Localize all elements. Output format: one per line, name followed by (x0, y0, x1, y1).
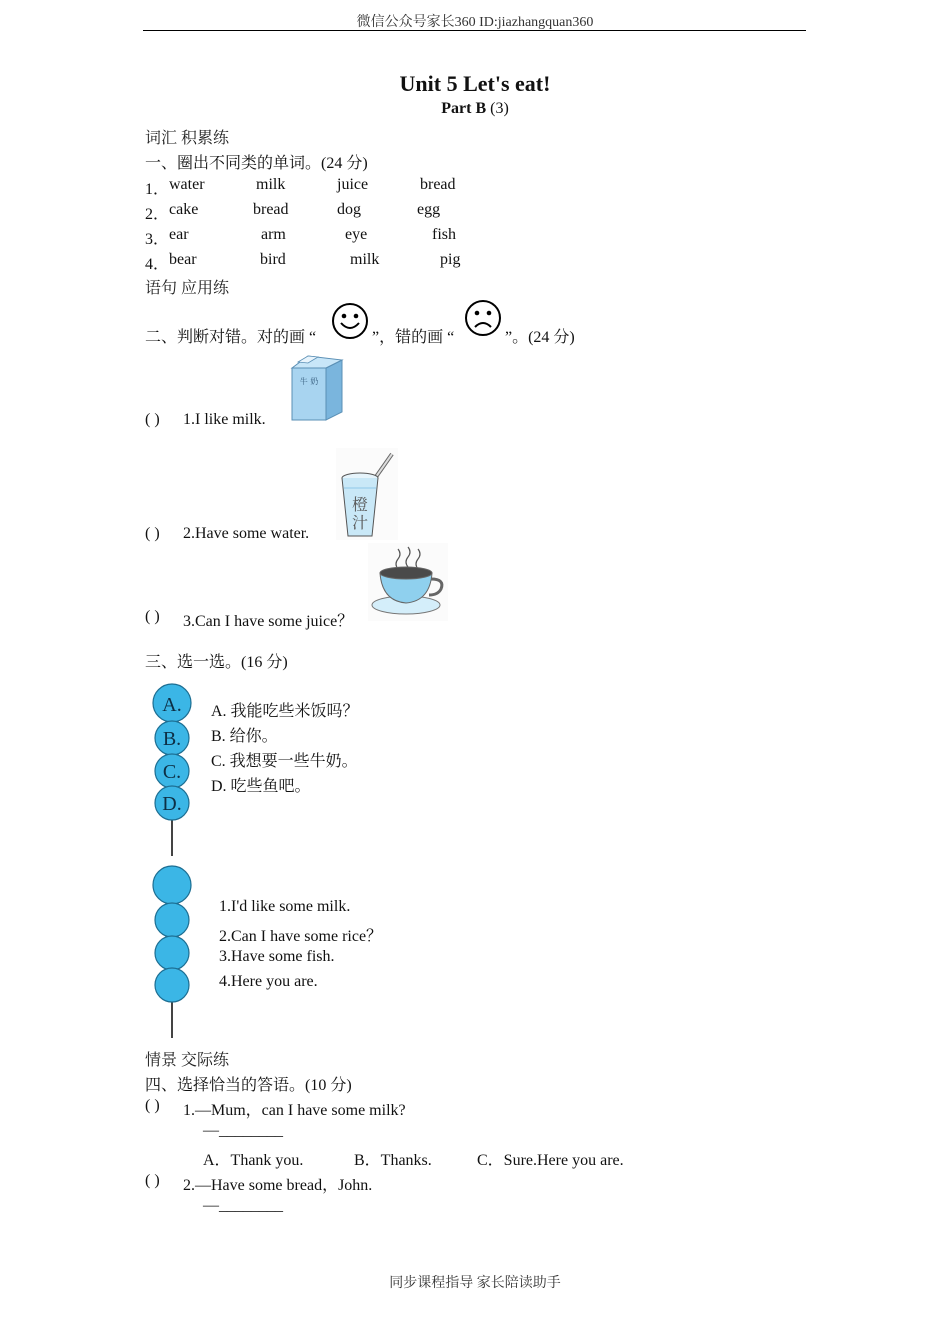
smiley-face-icon (330, 302, 372, 340)
q1-option-c: C．Sure.Here you are. (477, 1152, 624, 1169)
juice-cup-label-1: 橙 (351, 495, 369, 514)
word[interactable]: dog (337, 201, 361, 218)
judge-item-2-text: 2.Have some water. (183, 525, 310, 542)
page-footer: 同步课程指导 家长陪读助手 (389, 1276, 561, 1291)
word[interactable]: juice (337, 176, 369, 193)
bead-letter: B. (162, 728, 182, 750)
bead-skewer-letters-image (148, 680, 196, 858)
section-2-heading-b: ”，错的画 “ (372, 329, 455, 346)
judge-item-1-paren[interactable]: ( ) (145, 411, 160, 428)
option-c: C. 我想要一些牛奶。 (211, 753, 358, 770)
word[interactable]: fish (432, 226, 456, 243)
q1-option-a: A．Thank you. (203, 1152, 304, 1169)
sentence-1: 1.I'd like some milk. (219, 898, 351, 915)
juice-cup-image (336, 448, 398, 540)
juice-cup-label-2: 汁 (351, 513, 369, 532)
bead-skewer-blank-image (148, 862, 196, 1042)
q1-paren[interactable]: ( ) (145, 1097, 160, 1114)
word[interactable]: arm (261, 226, 286, 243)
bead-letter: A. (162, 694, 182, 716)
word[interactable]: bread (253, 201, 289, 218)
judge-item-3-text: 3.Can I have some juice？ (183, 613, 354, 630)
q1-option-b: B．Thanks. (354, 1152, 432, 1169)
word-row-number: 4． (145, 256, 170, 273)
vocab-label: 词汇 积累练 (145, 130, 230, 147)
q1-text: 1.—Mum，can I have some milk? (183, 1102, 406, 1119)
milk-carton-label: 牛 奶 (299, 377, 319, 386)
bead-letter: C. (162, 761, 182, 783)
word[interactable]: ear (169, 226, 189, 243)
bead-letter: D. (162, 793, 182, 815)
word[interactable]: egg (417, 201, 441, 218)
part-subtitle (0, 100, 950, 118)
header-divider (143, 30, 806, 31)
q1-answer-blank[interactable]: —________ (203, 1122, 283, 1139)
section-3-heading: 三、选一选。(16 分) (145, 654, 288, 671)
part-number: (3) (486, 100, 509, 117)
sentence-4: 4.Here you are. (219, 973, 318, 990)
word[interactable]: milk (350, 251, 380, 268)
section-1-heading: 一、圈出不同类的单词。(24 分) (145, 155, 368, 172)
section-2-heading-c: ”。(24 分) (505, 329, 575, 346)
q2-paren[interactable]: ( ) (145, 1172, 160, 1189)
tea-cup-image (368, 543, 448, 621)
q2-text: 2.—Have some bread，John. (183, 1177, 373, 1194)
option-b: B. 给你。 (211, 728, 278, 745)
option-a: A. 我能吃些米饭吗？ (211, 703, 359, 720)
part-label: Part B (441, 100, 487, 117)
sentence-label: 语句 应用练 (145, 280, 230, 297)
word-row-number: 1． (145, 181, 170, 198)
judge-item-3-paren[interactable]: ( ) (145, 608, 160, 625)
word-row-number: 3． (145, 231, 170, 248)
q2-answer-blank[interactable]: —________ (203, 1197, 283, 1214)
section-4-heading: 四、选择恰当的答语。(10 分) (145, 1077, 352, 1094)
sad-face-icon (462, 298, 504, 338)
judge-item-2-paren[interactable]: ( ) (145, 525, 160, 542)
section-2-heading-a: 二、判断对错。对的画 “ (145, 329, 317, 346)
situation-label: 情景 交际练 (145, 1052, 230, 1069)
word[interactable]: water (169, 176, 205, 193)
sentence-2: 2.Can I have some rice？ (219, 928, 383, 945)
word[interactable]: bird (260, 251, 286, 268)
milk-carton-image (288, 354, 346, 422)
option-d: D. 吃些鱼吧。 (211, 778, 311, 795)
judge-item-1-text: 1.I like milk. (183, 411, 266, 428)
word[interactable]: eye (345, 226, 368, 243)
word[interactable]: bear (169, 251, 197, 268)
word[interactable]: cake (169, 201, 199, 218)
word[interactable]: milk (256, 176, 286, 193)
word[interactable]: pig (440, 251, 461, 268)
sentence-3: 3.Have some fish. (219, 948, 335, 965)
page-header: 微信公众号家长360 ID:jiazhangquan360 (356, 15, 594, 30)
word-row-number: 2． (145, 206, 170, 223)
unit-title: Unit 5 Let's eat! (399, 71, 551, 96)
word[interactable]: bread (420, 176, 456, 193)
